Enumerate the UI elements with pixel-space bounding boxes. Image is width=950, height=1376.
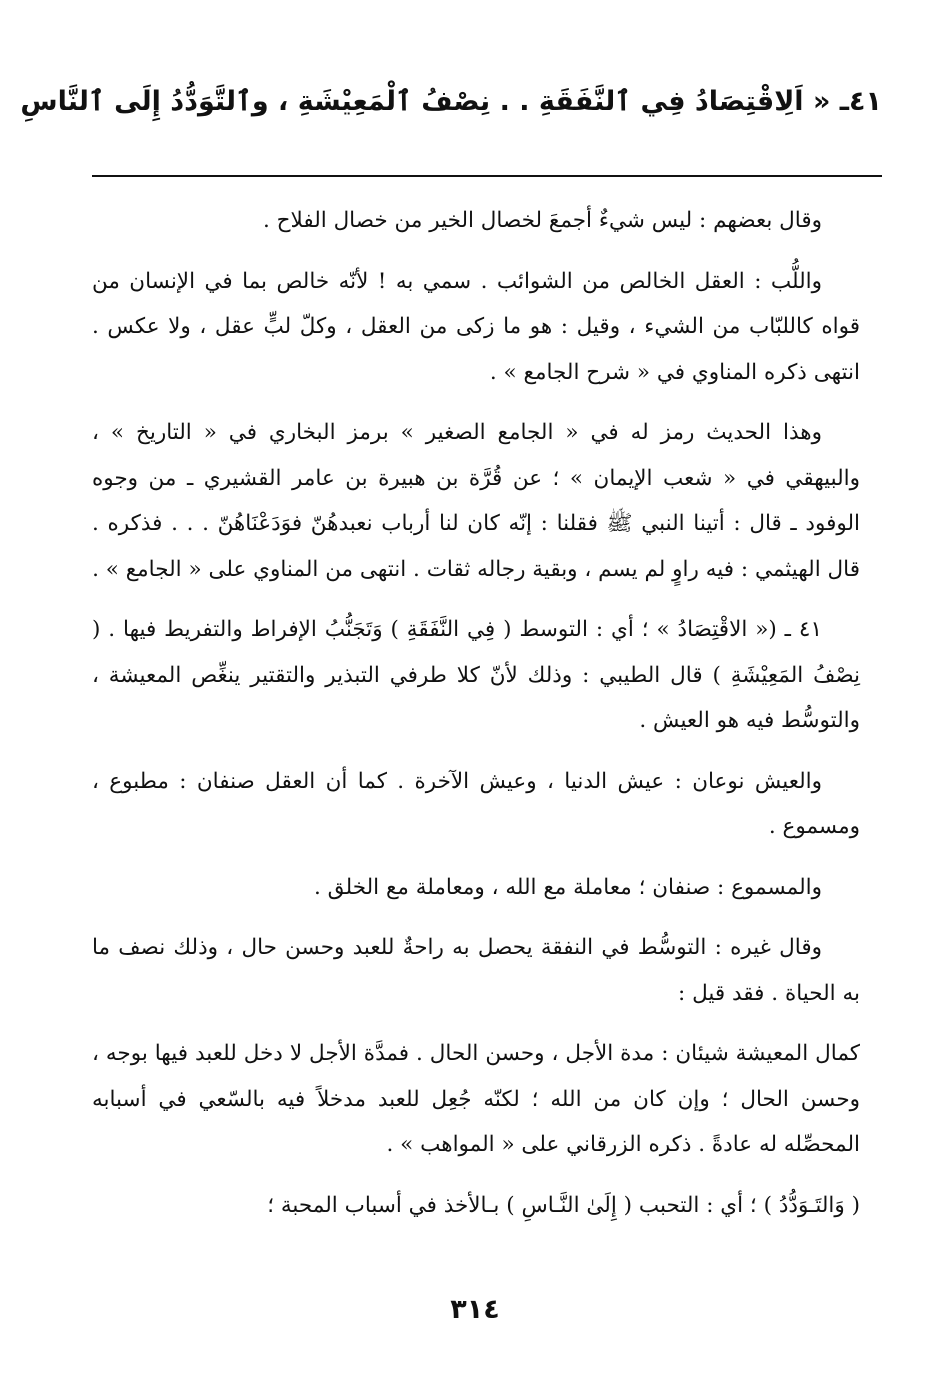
paragraph-heard-intellect: والمسموع : صنفان ؛ معاملة مع الله ، ومعاملة مع الخلق . [314, 874, 822, 900]
paragraph-perfect-living: كمال المعيشة شيئان : مدة الأجل ، وحسن الحال . فمدَّة الأجل لا دخل للعبد فيها بوجه ، وحسن الحال ؛ وإن كان من الله ؛ لكنّه جُعِل للعبد مدخلاً فيه بالسّعي في أسبابه المحصِّله له عادةً . ذكره الزرقاني على « المواهب » . [92, 1041, 860, 1157]
paragraph-lub-definition: واللُّب : العقل الخالص من الشوائب . سمي به ! لأنّه خالص بما في الإنسان من قواه كاللبّاب من الشيء ، وقيل : هو ما زكى من العقل ، وكلّ لبٍّ عقل ، ولا عكس . انتهى ذكره المناوي في « شرح الجامع » . [92, 268, 860, 385]
paragraph-types-of-living: والعيش نوعان : عيش الدنيا ، وعيش الآخرة . كما أن العقل صنفان : مطبوع ، ومسموع . [92, 768, 860, 839]
page-number: ٣١٤ [450, 1294, 500, 1325]
paragraph-hadith-41-commentary: ٤١ ـ (« الاقْتِصَادُ » ؛ أي : التوسط ( فِي النَّفَقَةِ ) وَتَجَنُّبُ الإفراط والتفريط فيها . ( نِصْفُ المَعِيْشَةِ ) قال الطيبي : وذلك لأنّ كلا طرفي التبذير والتقتير ينغِّص المعيشة ، والتوسُّط فيه هو العيش . [92, 617, 860, 733]
body-text [92, 198, 860, 1228]
section-heading: ٤١ـ « اَلِاقْتِصَادُ فِي ٱلنَّفَقَةِ . . نِصْفُ ٱلْمَعِيْشَةِ ، وٱلتَّوَدُّدُ إِلَى ٱلنَّاسِ [20, 86, 882, 117]
paragraph-hadith-source: وهذا الحديث رمز له في « الجامع الصغير » برمز البخاري في « التاريخ » ، والبيهقي في « شعب الإيمان » ؛ عن قُرَّة بن هبيرة بن عامر القشيري ـ من وجوه الوفود ـ قال : أتينا النبي ﷺ فقلنا : إنّه كان لنا أرباب نعبدهُنّ فوَدَعْنَاهُنّ . . . فذكره . قال الهيثمي : فيه راوٍ لم يسم ، وبقية رجاله ثقات . انتهى من المناوي على « الجامع » . [92, 420, 860, 582]
paragraph-lub-opening: وقال بعضهم : ليس شيءٌ أجمعَ لخصال الخير من خصال الفلاح . [262, 208, 822, 233]
heading-divider [92, 175, 882, 177]
paragraph-moderation-benefit: وقال غيره : التوسُّط في النفقة يحصل به راحةٌ للعبد وحسن حال ، وذلك نصف ما به الحياة . فقد قيل : [92, 935, 860, 1006]
paragraph-affection: ( وَالتَـوَدُّدُ ) ؛ أي : التحبب ( إِلَىٰ النَّـاسِ ) بـالأخذ في أسباب المحبة ؛ [267, 1192, 860, 1218]
